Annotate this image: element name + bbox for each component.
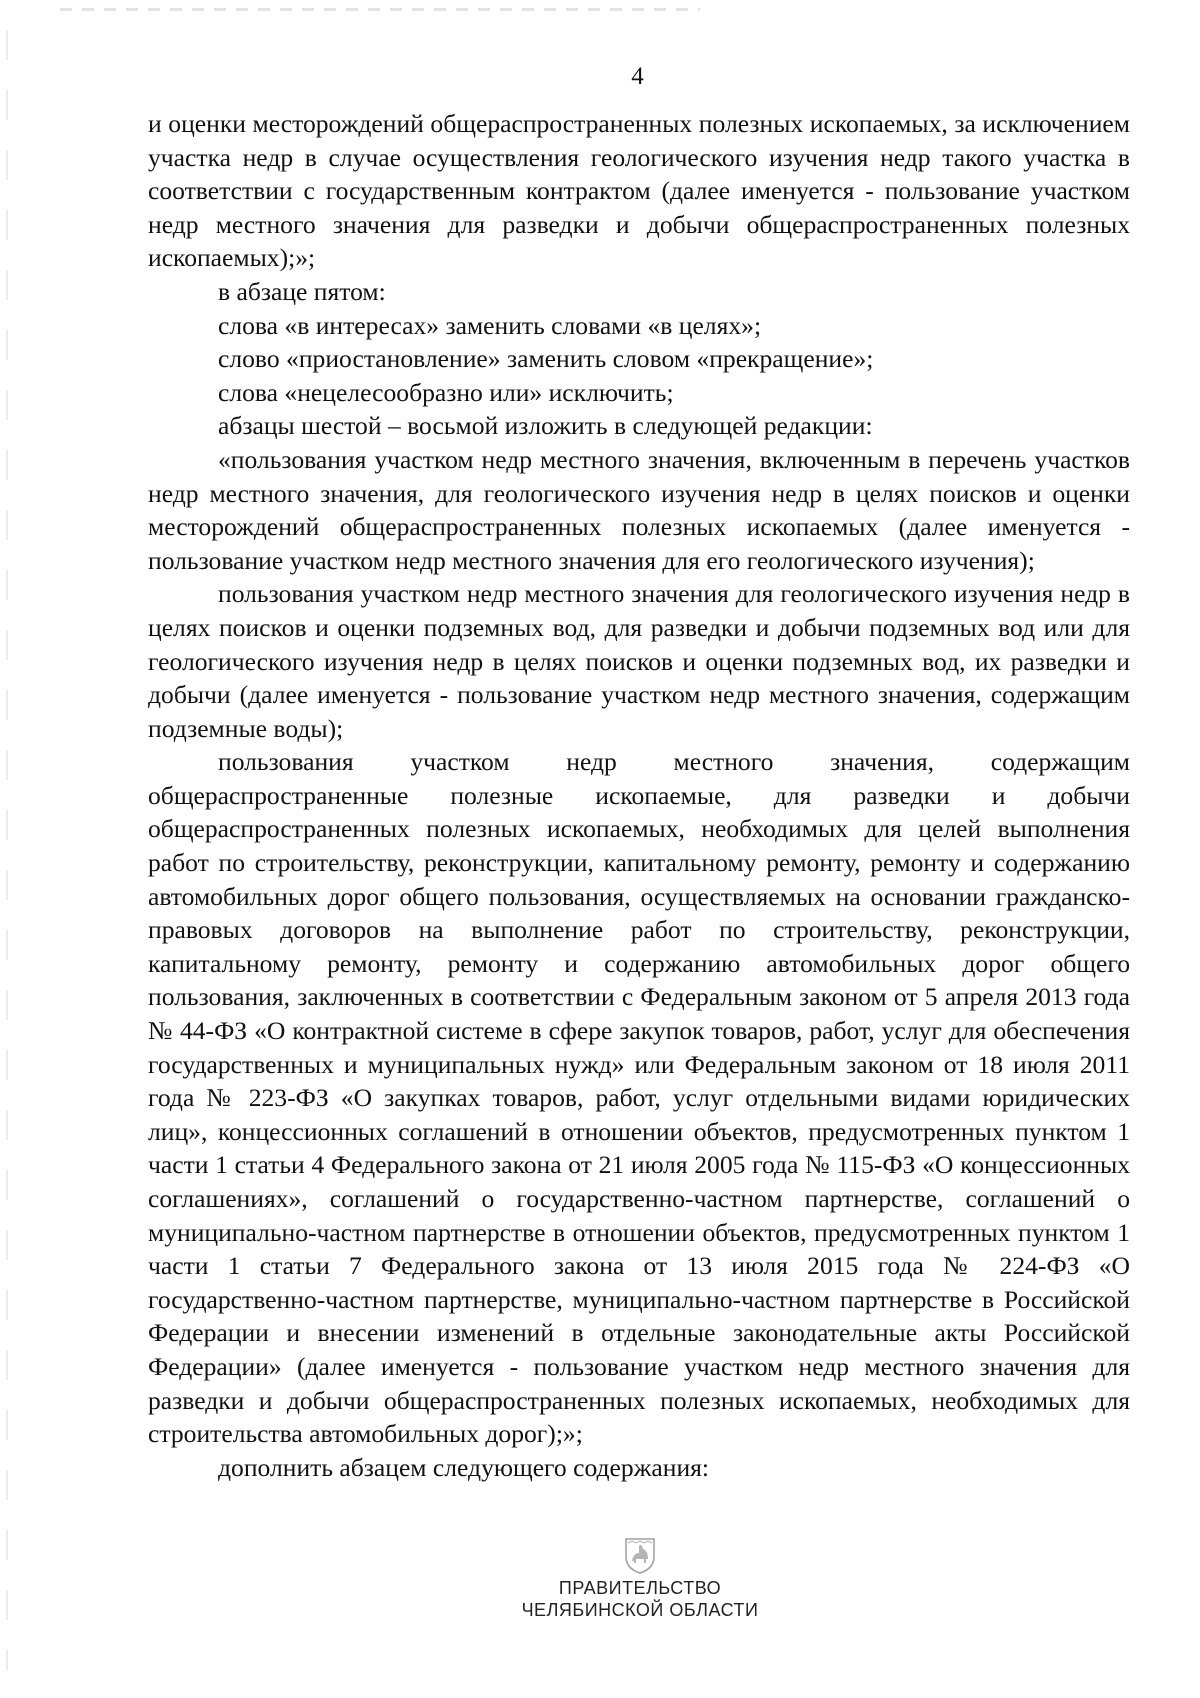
paragraph-item: слово «приостановление» заменить словом «прекращение»;: [218, 344, 874, 374]
page-number: 4: [631, 63, 644, 90]
paragraph-item: пользования участком недр местного значения для геологического изучения недр в целях поисков и оценки подземных вод, для разведки и добычи подземных вод или для геологического изучения недр в целях поисков и оценки подземных вод, их разведки и добычи (далее именуется - пользование участком недр местного значения, содержащим подземные воды);: [148, 579, 1130, 743]
paragraph-item: в абзаце пятом:: [218, 276, 386, 306]
document-body: [148, 107, 1130, 1484]
paragraph-item: слова «в интересах» заменить словами «в целях»;: [218, 310, 762, 340]
scan-artifact-top: [60, 8, 700, 11]
stamp-line-2: ЧЕЛЯБИНСКОЙ ОБЛАСТИ: [521, 1600, 759, 1620]
coat-of-arms-icon: [622, 1535, 658, 1575]
paragraph-item: пользования участком недр местного значения, содержащим общераспространенные полезные ископаемые, для разведки и добычи общераспространенных полезных ископаемых, необходимых для целей выполнения работ по строительству, реконструкции, капитальному ремонту, ремонту и содержанию автомобильных дорог общего пользования, осуществляемых на основании гражданско-правовых договоров на выполнение работ по строительству, реконструкции, капитальному ремонту, ремонту и содержанию автомобильных дорог общего пользования, заключенных в соответствии с Федеральным законом от 5 апреля 2013 года № 44-ФЗ «О контрактной системе в сфере закупок товаров, работ, услуг для обеспечения государственных и муниципальных нужд» или Федеральным законом от 18 июля 2011 года № 223-ФЗ «О закупках товаров, работ, услуг отдельными видами юридических лиц», концессионных соглашений в отношении объектов, предусмотренных пунктом 1 части 1 статьи 4 Федерального закона от 21 июля 2005 года № 115-ФЗ «О концессионных соглашениях», соглашений о государственно-частном партнерстве, соглашений о муниципально-частном партнерстве в отношении объектов, предусмотренных пунктом 1 части 1 статьи 7 Федерального закона от 13 июля 2015 года № 224-ФЗ «О государственно-частном партнерстве, муниципально-частном партнерстве в Российской Федерации и внесении изменений в отдельные законодательные акты Российской Федерации» (далее именуется - пользование участком недр местного значения для разведки и добычи общераспространенных полезных ископаемых, необходимых для строительства автомобильных дорог);»;: [148, 747, 1130, 1449]
stamp-line-1: ПРАВИТЕЛЬСТВО: [558, 1578, 722, 1598]
paragraph-item: «пользования участком недр местного значения, включенным в перечень участков недр местного значения, для геологического изучения недр в целях поисков и оценки месторождений общераспространенных полезных ископаемых (далее именуется - пользование участком недр местного значения для его геологического изучения);: [148, 444, 1130, 575]
paragraph-item: слова «нецелесообразно или» исключить;: [218, 377, 674, 407]
government-stamp: [440, 1535, 840, 1621]
paragraph-item: абзацы шестой – восьмой изложить в следующей редакции:: [218, 411, 873, 441]
paragraph-item: дополнить абзацем следующего содержания:: [218, 1452, 710, 1482]
paragraph-continuation: и оценки месторождений общераспространенных полезных ископаемых, за исключением участка недр в случае осуществления геологического изучения недр такого участка в соответствии с государственным контрактом (далее именуется - пользование участком недр местного значения для разведки и добычи общераспространенных полезных ископаемых);»;: [148, 109, 1130, 273]
scan-artifact-left: [6, 30, 8, 1670]
